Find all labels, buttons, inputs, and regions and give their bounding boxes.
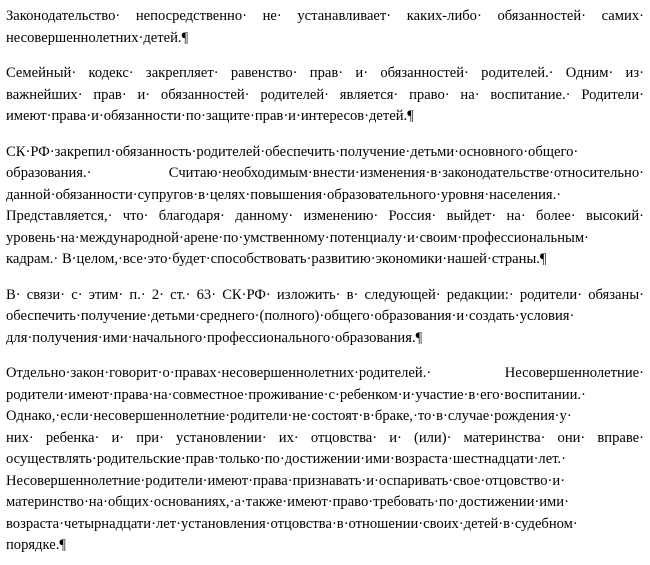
paragraph-line: них· ребенка· и· при· установлении· их· отцовства· и· (или)· материнства· они· вправе· [6, 429, 644, 446]
paragraph-2 [6, 63, 644, 128]
paragraph-line: Семейный· кодекс· закрепляет· равенство· прав· и· обязанностей· родителей.· Одним· из· [6, 65, 644, 81]
paragraph-line: Несовершеннолетние·родители·имеют·права·признавать·и·оспаривать·свое·отцовство·и· [6, 472, 566, 489]
paragraph-line: данной·обязанности·супругов·в·целях·повышения·образовательного·уровня·населения.· [6, 186, 562, 203]
paragraph-line: несовершеннолетних·детей.¶ [6, 29, 189, 46]
paragraph-3 [6, 142, 644, 271]
paragraph-line: родители·имеют·права·на·совместное·проживание·с·ребенком·и·участие·в·его·воспитании.· [6, 386, 586, 403]
paragraph-4 [6, 285, 644, 350]
paragraph-1 [6, 6, 644, 49]
paragraph-line: осуществлять·родительские·прав·только·по·достижении·ими·возраста·шестнадцати·лет.· [6, 451, 566, 467]
paragraph-5 [6, 363, 644, 557]
paragraph-line: для·получения·ими·начального·профессионального·образования.¶ [6, 329, 423, 346]
paragraph-line: Представляется,· что· благодаря· данному· изменению· Россия· выйдет· на· более· высокий· [6, 208, 644, 224]
paragraph-line: материнство·на·общих·основаниях,·а·также·имеют·право·требовать·по·достижении·ими· [6, 494, 569, 510]
paragraph-line: уровень·на·международной·арене·по·умственному·потенциалу·и·своим·профессиональным· [6, 229, 589, 246]
paragraph-line: важнейших· прав· и· обязанностей· родителей· является· право· на· воспитание.· Родители· [6, 86, 644, 103]
paragraph-line: СК·РФ·закрепил·обязанность·родителей·обеспечить·получение·детьми·основного·общего· [6, 143, 579, 160]
paragraph-line: В· связи· с· этим· п.· 2· ст.· 63· СК·РФ· изложить· в· следующей· редакции:· родители· обязаны· [6, 286, 644, 303]
paragraph-line: имеют·права·и·обязанности·по·защите·прав·и·интересов·детей.¶ [6, 108, 414, 124]
paragraph-line: Однако,·если·несовершеннолетние·родители·не·состоят·в·браке,·то·в·случае·рождения·у· [6, 408, 572, 424]
paragraph-line: кадрам.· В·целом,·все·это·будет·способствовать·развитию·экономики·нашей·страны.¶ [6, 251, 547, 267]
paragraph-line: образования.· Считаю·необходимым·внести·изменения·в·законодательстве·относительно· [6, 165, 644, 181]
paragraph-line: Законодательство· непосредственно· не· устанавливает· каких-либо· обязанностей· самих· [6, 8, 644, 24]
paragraph-line: порядке.¶ [6, 537, 67, 553]
paragraph-line: возраста·четырнадцати·лет·установления·отцовства·в·отношении·своих·детей·в·судебном· [6, 515, 578, 532]
paragraph-line: обеспечить·получение·детьми·среднего·(полного)·общего·образования·и·создать·условия· [6, 308, 575, 324]
paragraph-line: Отдельно·закон·говорит·о·правах·несовершеннолетних·родителей.· Несовершеннолетние· [6, 365, 644, 381]
